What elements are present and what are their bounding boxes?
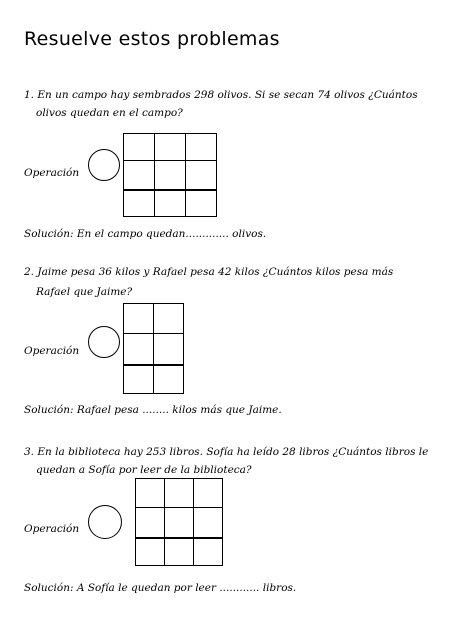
problem-3-operation-label: Operación — [24, 523, 80, 535]
grid-cell[interactable] — [155, 134, 186, 161]
problem-3-statement-line-1: 3. En la biblioteca hay 253 libros. Sofía ha leído 28 libros ¿Cuántos libros le — [24, 446, 429, 458]
problem-2-solution: Solución: Rafael pesa ........ kilos más que Jaime. — [24, 404, 282, 416]
grid-cell[interactable] — [155, 190, 186, 217]
grid-cell[interactable] — [124, 190, 155, 217]
grid-cell[interactable] — [194, 508, 223, 538]
problem-1-statement-line-2: olivos quedan en el campo? — [36, 107, 183, 119]
problem-1-solution: Solución: En el campo quedan............. olivos. — [24, 228, 267, 240]
grid-cell[interactable] — [155, 161, 186, 190]
problem-2-statement-line-2: Rafael que Jaime? — [36, 286, 133, 298]
grid-cell[interactable] — [186, 161, 217, 190]
grid-cell[interactable] — [194, 538, 223, 566]
problem-1-operation-label: Operación — [24, 167, 80, 179]
grid-cell[interactable] — [154, 365, 184, 394]
grid-cell[interactable] — [124, 365, 154, 394]
problem-1-statement-line-1: 1. En un campo hay sembrados 298 olivos. Si se secan 74 olivos ¿Cuántos — [24, 89, 418, 101]
grid-cell[interactable] — [124, 161, 155, 190]
problem-3-statement-line-2: quedan a Sofía por leer de la biblioteca? — [36, 464, 252, 476]
problem-2-statement-line-1: 2. Jaime pesa 36 kilos y Rafael pesa 42 kilos ¿Cuántos kilos pesa más — [24, 266, 394, 278]
grid-cell[interactable] — [136, 508, 165, 538]
problem-3-operation-grid[interactable] — [135, 478, 223, 566]
grid-cell[interactable] — [165, 538, 194, 566]
grid-cell[interactable] — [186, 134, 217, 161]
grid-cell[interactable] — [124, 334, 154, 365]
grid-cell[interactable] — [165, 508, 194, 538]
problem-3-sign-circle[interactable] — [88, 505, 122, 539]
grid-cell[interactable] — [136, 538, 165, 566]
grid-cell[interactable] — [186, 190, 217, 217]
grid-cell[interactable] — [124, 304, 154, 334]
grid-cell[interactable] — [194, 479, 223, 508]
problem-1-operation-grid[interactable] — [123, 133, 217, 217]
grid-cell[interactable] — [154, 334, 184, 365]
page-title: Resuelve estos problemas — [24, 28, 280, 50]
grid-cell[interactable] — [124, 134, 155, 161]
grid-cell[interactable] — [165, 479, 194, 508]
problem-2-operation-label: Operación — [24, 345, 80, 357]
grid-cell[interactable] — [136, 479, 165, 508]
problem-2-operation-grid[interactable] — [123, 303, 184, 394]
problem-2-sign-circle[interactable] — [88, 326, 120, 358]
problem-1-sign-circle[interactable] — [88, 149, 120, 181]
grid-cell[interactable] — [154, 304, 184, 334]
problem-3-solution: Solución: A Sofía le quedan por leer ............ libros. — [24, 582, 297, 594]
